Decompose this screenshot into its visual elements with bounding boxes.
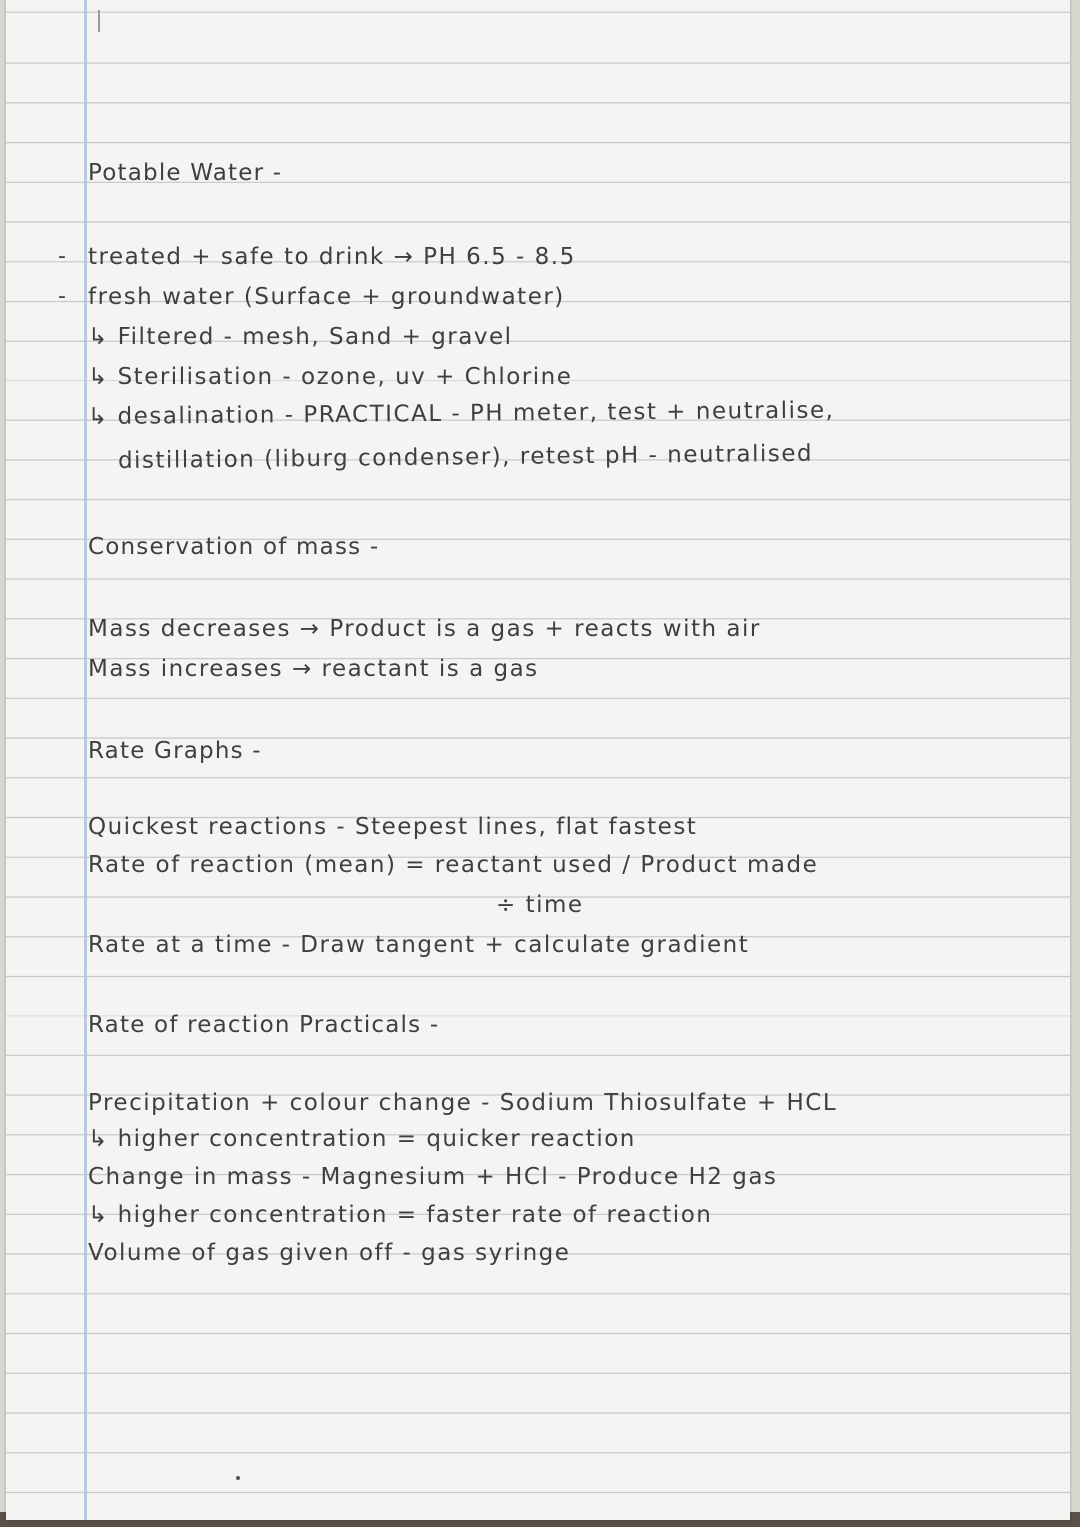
rate-graphs-line-3: ÷ time bbox=[496, 892, 584, 918]
practicals-line-2: ↳ higher concentration = quicker reaction bbox=[88, 1126, 636, 1152]
potable-line-1: treated + safe to drink → PH 6.5 - 8.5 bbox=[88, 244, 576, 270]
dash-marker: - bbox=[58, 244, 66, 269]
potable-line-3: ↳ Filtered - mesh, Sand + gravel bbox=[88, 324, 513, 350]
rate-graphs-line-4: Rate at a time - Draw tangent + calculate gradient bbox=[88, 932, 750, 958]
ink-dot bbox=[236, 1476, 240, 1480]
potable-line-4: ↳ Sterilisation - ozone, uv + Chlorine bbox=[88, 364, 573, 390]
pen-tick-mark bbox=[98, 10, 100, 32]
practicals-line-5: Volume of gas given off - gas syringe bbox=[88, 1240, 571, 1266]
potable-line-5: ↳ desalination - PRACTICAL - PH meter, test + neutralise, bbox=[87, 397, 835, 430]
heading-rate-practicals: Rate of reaction Practicals - bbox=[88, 1012, 440, 1038]
rate-graphs-line-1: Quickest reactions - Steepest lines, flat fastest bbox=[88, 814, 698, 840]
conservation-line-2: Mass increases → reactant is a gas bbox=[88, 656, 539, 682]
conservation-line-1: Mass decreases → Product is a gas + reacts with air bbox=[88, 616, 761, 642]
margin-line bbox=[84, 0, 87, 1520]
heading-conservation-of-mass: Conservation of mass - bbox=[88, 534, 380, 560]
potable-line-6: distillation (liburg condenser), retest pH - neutralised bbox=[117, 440, 814, 474]
potable-line-2: fresh water (Surface + groundwater) bbox=[88, 284, 565, 310]
lined-paper-sheet bbox=[6, 0, 1070, 1520]
practicals-line-3: Change in mass - Magnesium + HCl - Produce H2 gas bbox=[88, 1164, 778, 1190]
practicals-line-1: Precipitation + colour change - Sodium Thiosulfate + HCL bbox=[88, 1090, 838, 1116]
heading-rate-graphs: Rate Graphs - bbox=[88, 738, 262, 764]
heading-potable-water: Potable Water - bbox=[88, 160, 283, 186]
practicals-line-4: ↳ higher concentration = faster rate of reaction bbox=[88, 1202, 713, 1228]
dash-marker: - bbox=[58, 284, 66, 309]
rate-graphs-line-2: Rate of reaction (mean) = reactant used / Product made bbox=[88, 852, 819, 878]
